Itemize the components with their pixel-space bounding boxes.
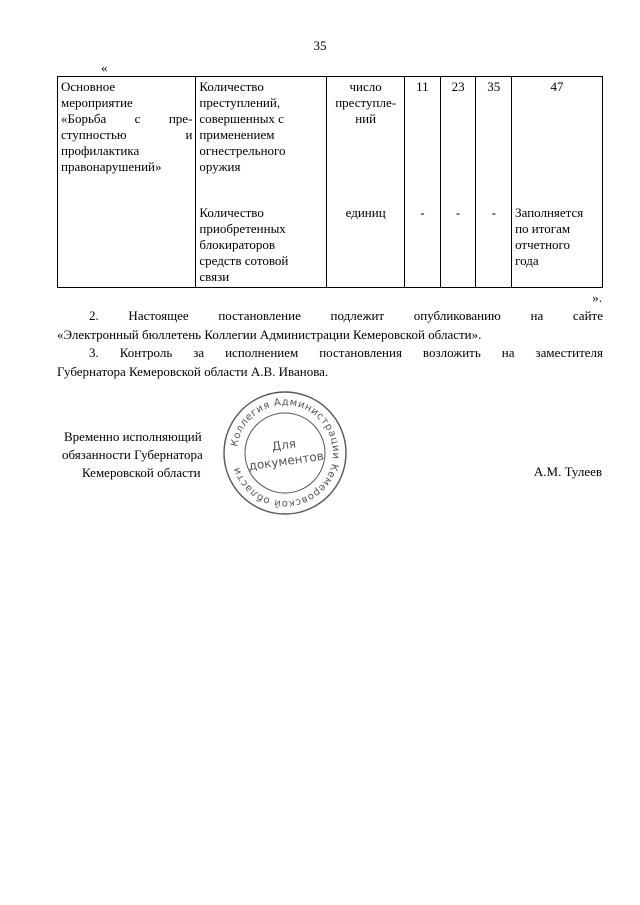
value-cell-3: 35 -	[476, 77, 512, 288]
stamp-seal	[221, 389, 349, 517]
paragraph-3: 3. Контроль за исполнением постановления возложить на заместителя Губернатора Кемеровской области А.В. Иванова.	[57, 345, 603, 379]
stamp-center-line-1: Для	[270, 436, 297, 454]
table-row	[58, 77, 603, 288]
stamp-ring-text: Коллегия Администрации Кемеровской области	[229, 396, 342, 510]
stamp-center-line-2: документов	[247, 448, 325, 474]
signature-name: А.М. Тулеев	[533, 464, 602, 479]
value-cell-4: 47 Заполняется по итогам отчетного года	[512, 77, 603, 288]
indicator-cell: Количество преступлений, совершенных с применением огнестрельного оружия Количество приобретенных блокираторов средств сотовой связи	[196, 77, 327, 288]
value-cell-2: 23 -	[440, 77, 476, 288]
paragraph-2: 2. Настоящее постановление подлежит опубликованию на сайте «Электронный бюллетень Коллегии Администрации Кемеровской области».	[57, 308, 603, 342]
quote-close: ».	[592, 290, 602, 305]
value-cell-1: 11 -	[405, 77, 441, 288]
signature-title: Временно исполняющий обязанности Губернатора Кемеровской области	[62, 429, 203, 480]
plan-table	[57, 76, 603, 288]
activity-cell: Основное мероприятие «Борьба с пре- ступностью и профилактика правонарушений»	[58, 77, 196, 288]
quote-open: «	[101, 60, 108, 75]
unit-cell: число преступле- ний единиц	[327, 77, 405, 288]
page-number: 35	[313, 38, 327, 53]
